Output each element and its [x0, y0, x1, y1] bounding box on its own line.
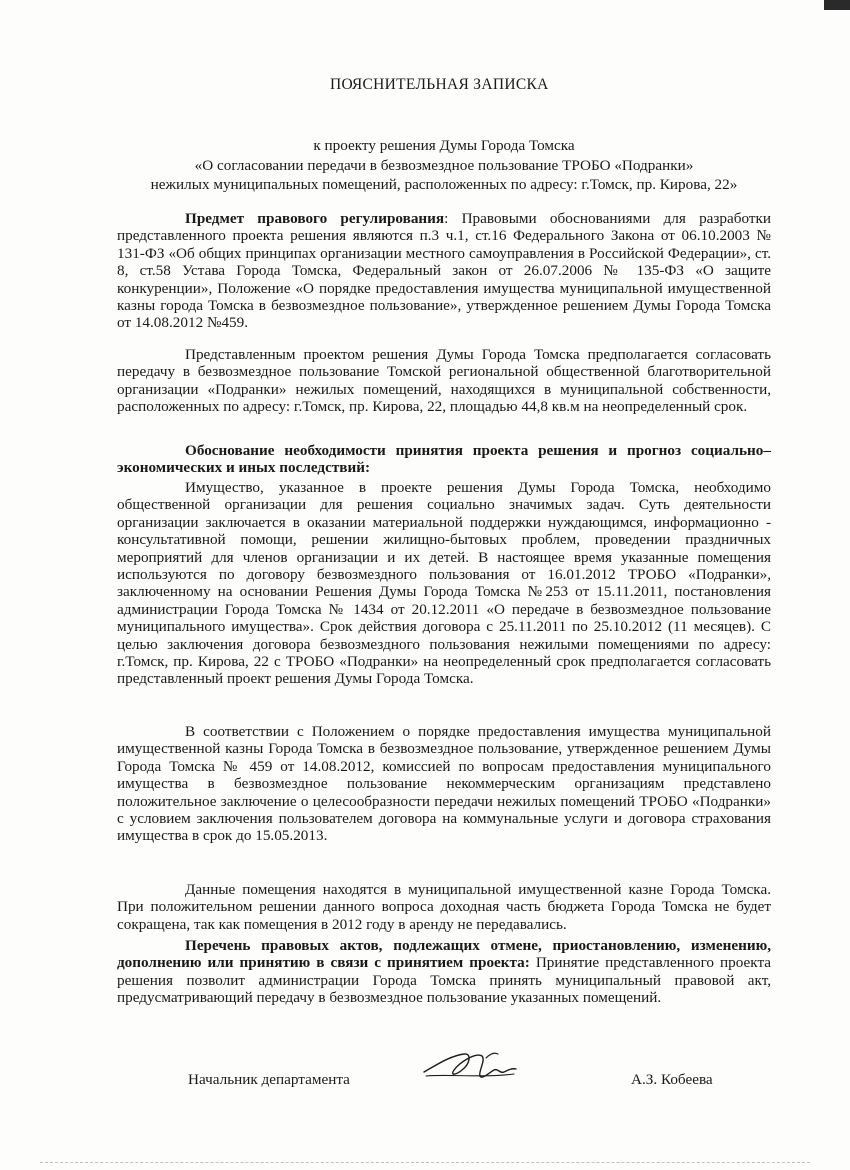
subtitle-line-3: нежилых муниципальных помещений, расположенных по адресу: г.Томск, пр. Кирова, 22»: [150, 176, 738, 193]
section-text: Имущество, указанное в проекте решения Думы Города Томска, необходимо общественной организации для решения социально значимых задач. Суть деятельности организации заключается в оказании материальной поддержки нуждающимся, информационно - консультативной помощи, решении жилищно-бытовых проблем, проведении праздничных мероприятий для членов организации и их детей. В настоящее время указанные помещения используются по договору безвозмездного пользования от 16.01.2012 ТРОБО «Подранки», заключенному на основании Решения Думы Города Томска №253 от 15.11.2011, постановления администрации Города Томска № 1434 от 20.12.2011 «О передаче в безвозмездное пользование муниципального имущества». Срок действия договора с 25.11.2011 по 25.10.2012 (11 месяцев). С целью заключения договора безвозмездного пользования нежилыми помещениями по адресу: г.Томск, пр. Кирова, 22 с ТРОБО «Подранки» на неопределенный срок предполагается согласовать представленный проект решения Думы Города Томска.: [117, 479, 771, 688]
subtitle-line-2: «О согласовании передачи в безвозмездное пользование ТРОБО «Подранки»: [194, 157, 694, 174]
subtitle-line-1: к проекту решения Думы Города Томска: [313, 137, 575, 154]
section-text: Данные помещения находятся в муниципальной имущественной казне Города Томска. При положительном решении данного вопроса доходная часть бюджета Города Томска не будет сокращена, так как помещения в 2012 году в аренду не передавались.: [117, 881, 771, 933]
section-proposal: [117, 346, 771, 416]
section-legal-acts: [117, 937, 771, 1007]
section-justification: [117, 479, 771, 688]
document-title: ПОЯСНИТЕЛЬНАЯ ЗАПИСКА: [330, 76, 549, 93]
section-text: В соответствии с Положением о порядке предоставления имущества муниципальной имущественной казны Города Томска в безвозмездное пользование, утвержденное решением Думы Города Томска № 459 от 14.08.2012, комиссией по вопросам предоставления муниципального имущества в безвозмездное пользование некоммерческим организациям представлено положительное заключение о целесообразности передачи нежилых помещений ТРОБО «Подранки» с условием заключения пользователем договора на коммунальные услуги и договора страхования имущества в срок до 15.05.2013.: [117, 723, 771, 845]
scan-edge-mark: [824, 0, 850, 10]
section-text: Принятие представленного проекта решения позволит администрации Города Томска принять муниципальный правовой акт, предусматривающий передачу в безвозмездное пользование указанных помещений.: [117, 954, 772, 1007]
signatory-name: А.З. Кобеева: [631, 1071, 713, 1088]
section-commission: [117, 723, 771, 845]
signatory-position: Начальник департамента: [188, 1071, 350, 1088]
section-heading: Предмет правового регулирования: [185, 210, 445, 227]
section-text: Представленным проектом решения Думы Города Томска предполагается согласовать передачу в безвозмездное пользование Томской региональной общественной благотворительной организации «Подранки» нежилых помещений, находящихся в муниципальной собственности, расположенных по адресу: г.Томск, пр. Кирова, 22, площадью 44,8 кв.м на неопределенный срок.: [117, 346, 771, 416]
scan-edge-line: [40, 1162, 810, 1163]
handwritten-signature: [420, 1042, 530, 1090]
section-heading: Обоснование необходимости принятия проекта решения и прогноз социально–экономических и иных последствий:: [117, 442, 771, 477]
section-text: : Правовыми обоснованиями для разработки представленного проекта решения являются п.3 ч.1, ст.16 Федерального Закона от 06.10.2003 № 131-ФЗ «Об общих принципах организации местного самоуправления в Российской Федерации», ст. 8, ст.58 Устава Города Томска, Федеральный закон от 26.07.2006 № 135-ФЗ «О защите конкуренции», Положение «О порядке предоставления имущества муниципальной имущественной казны города Томска в безвозмездное пользование», утвержденное решением Думы Города Томска от 14.08.2012 №459.: [117, 210, 772, 332]
section-legal-basis: [117, 210, 771, 332]
section-justification-heading: [117, 442, 771, 477]
section-budget: [117, 881, 771, 933]
section-heading: Перечень правовых актов, подлежащих отмене, приостановлению, изменению, дополнению или принятию в связи с принятием проекта:: [117, 937, 771, 972]
